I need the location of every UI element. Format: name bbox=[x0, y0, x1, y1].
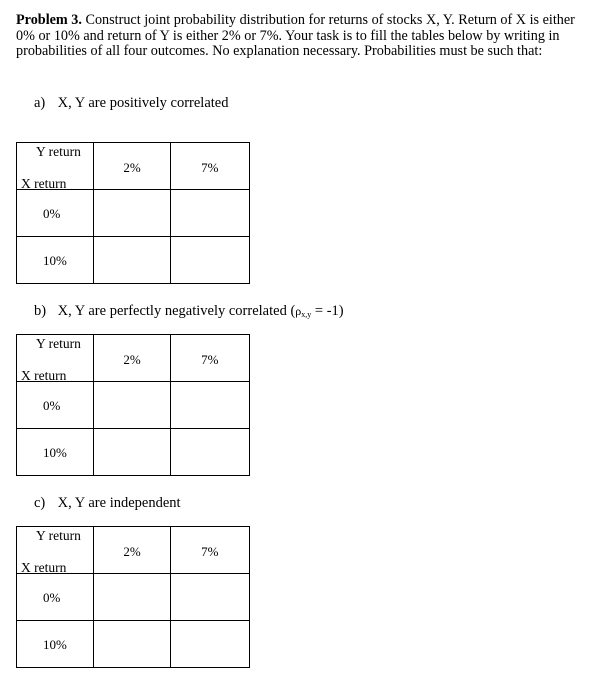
column-header-label: 2% bbox=[123, 544, 141, 559]
part-a-letter: a) bbox=[34, 95, 46, 111]
rho-symbol bbox=[295, 304, 311, 318]
y-return-header: Y return bbox=[36, 336, 81, 351]
row-header-label: 10% bbox=[43, 253, 67, 268]
row-header-label: 0% bbox=[43, 398, 61, 413]
part-a-label bbox=[34, 95, 228, 111]
row-header bbox=[17, 429, 94, 476]
corner-header bbox=[17, 335, 94, 382]
column-header-label: 2% bbox=[123, 160, 141, 175]
table-part-a bbox=[16, 142, 250, 284]
y-return-header: Y return bbox=[36, 144, 81, 159]
rho-value: = -1) bbox=[311, 303, 344, 319]
corner-header bbox=[17, 527, 94, 574]
part-c-label bbox=[34, 495, 181, 511]
column-header bbox=[170, 335, 249, 382]
part-b-letter: b) bbox=[34, 303, 47, 319]
probability-cell[interactable] bbox=[170, 621, 249, 668]
row-header-label: 10% bbox=[43, 637, 67, 652]
x-return-header: X return bbox=[21, 368, 67, 383]
probability-cell[interactable] bbox=[170, 237, 249, 284]
row-header bbox=[17, 574, 94, 621]
problem-statement bbox=[16, 13, 586, 60]
row-header bbox=[17, 190, 94, 237]
part-c-letter: c) bbox=[34, 495, 46, 511]
part-b-label bbox=[34, 303, 344, 323]
table-part-b bbox=[16, 334, 250, 476]
probability-cell[interactable] bbox=[94, 190, 170, 237]
x-return-header: X return bbox=[21, 176, 67, 191]
rho-subscript: x,y bbox=[301, 310, 312, 319]
part-b-text: X, Y are perfectly negatively correlated ( bbox=[57, 303, 296, 319]
column-header-label: 7% bbox=[201, 544, 219, 559]
problem-heading: Problem 3. bbox=[16, 12, 82, 28]
probability-cell[interactable] bbox=[170, 190, 249, 237]
row-header-label: 0% bbox=[43, 590, 61, 605]
probability-cell[interactable] bbox=[170, 429, 249, 476]
row-header-label: 0% bbox=[43, 206, 61, 221]
probability-cell[interactable] bbox=[170, 382, 249, 429]
table-part-c bbox=[16, 526, 250, 668]
x-return-header: X return bbox=[21, 560, 67, 575]
y-return-header: Y return bbox=[36, 528, 81, 543]
column-header bbox=[170, 527, 249, 574]
probability-cell[interactable] bbox=[94, 382, 170, 429]
problem-text: Construct joint probability distribution for returns of stocks X, Y. Return of X is either 0% or 10% and return of Y is either 2% or 7%. Your task is to fill the tables below by writing in probabilities of all four outcomes. No explanation necessary. Probabilities must be such that: bbox=[16, 12, 575, 60]
probability-cell[interactable] bbox=[94, 429, 170, 476]
probability-cell[interactable] bbox=[94, 621, 170, 668]
part-c-text: X, Y are independent bbox=[57, 495, 181, 511]
probability-cell[interactable] bbox=[94, 237, 170, 284]
corner-header bbox=[17, 143, 94, 190]
column-header bbox=[170, 143, 249, 190]
column-header bbox=[94, 143, 170, 190]
probability-cell[interactable] bbox=[170, 574, 249, 621]
column-header-label: 7% bbox=[201, 160, 219, 175]
rho-letter: ρ bbox=[295, 304, 302, 318]
probability-cell[interactable] bbox=[94, 574, 170, 621]
column-header bbox=[94, 335, 170, 382]
row-header bbox=[17, 621, 94, 668]
column-header-label: 7% bbox=[201, 352, 219, 367]
row-header-label: 10% bbox=[43, 445, 67, 460]
part-a-text: X, Y are positively correlated bbox=[57, 95, 229, 111]
column-header bbox=[94, 527, 170, 574]
row-header bbox=[17, 237, 94, 284]
row-header bbox=[17, 382, 94, 429]
column-header-label: 2% bbox=[123, 352, 141, 367]
